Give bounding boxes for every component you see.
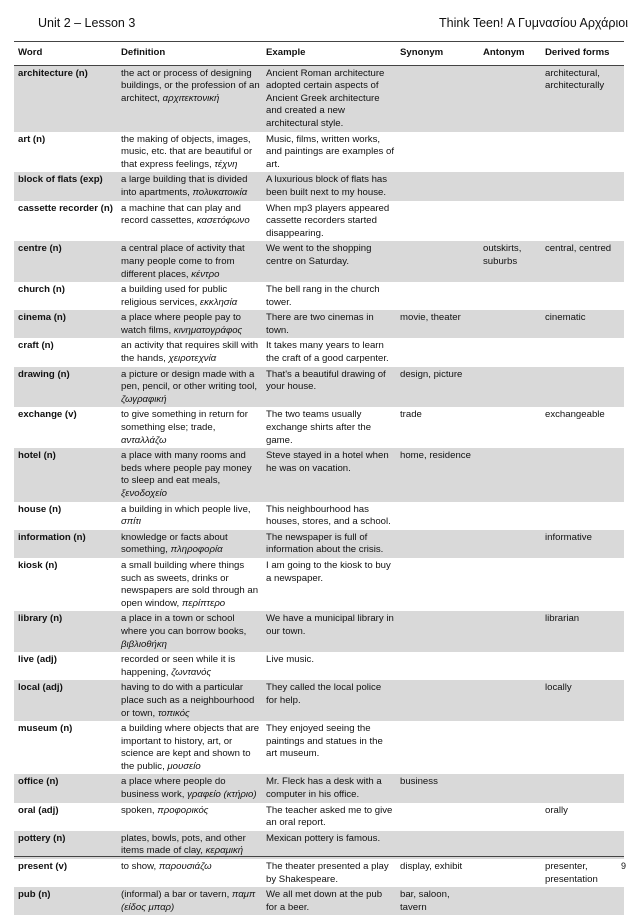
definition-text: a building used for public religious services, bbox=[121, 284, 228, 308]
definition-cell bbox=[117, 310, 262, 338]
synonym-cell: bar, saloon, tavern bbox=[396, 887, 479, 915]
table-row bbox=[14, 887, 624, 915]
definition-text: to give something in return for something else; trade, bbox=[121, 409, 248, 434]
table-row bbox=[14, 774, 624, 802]
word-cell: block of flats (exp) bbox=[14, 172, 117, 200]
derived-forms-cell bbox=[541, 338, 624, 366]
greek-translation: κασετόφωνο bbox=[196, 215, 250, 227]
definition-text: having to do with a particular place such as a neighbourhood or town, bbox=[121, 682, 255, 719]
example-cell: The teacher asked me to give an oral report. bbox=[266, 804, 393, 829]
definition-cell bbox=[117, 680, 262, 721]
definition-text: a place in a town or school where you can borrow books, bbox=[121, 613, 247, 637]
antonym-cell bbox=[479, 367, 541, 408]
table-row bbox=[14, 652, 624, 680]
derived-forms-cell bbox=[541, 721, 624, 774]
definition-text: a central place of activity that many people come to from different places, bbox=[121, 243, 245, 280]
antonym-cell bbox=[479, 172, 541, 200]
definition-cell bbox=[117, 502, 262, 530]
synonym-cell bbox=[396, 132, 479, 173]
derived-forms-cell bbox=[541, 887, 624, 915]
antonym-cell bbox=[479, 558, 541, 611]
example-cell: Mr. Fleck has a desk with a computer in his office. bbox=[262, 774, 396, 802]
table-row bbox=[14, 172, 624, 200]
example-cell: That's a beautiful drawing of your house. bbox=[262, 367, 396, 408]
synonym-cell: design, picture bbox=[396, 367, 479, 408]
table-row bbox=[14, 611, 624, 652]
derived-forms-cell bbox=[541, 652, 624, 680]
word-cell: present (v) bbox=[18, 861, 68, 873]
definition-cell bbox=[117, 831, 262, 859]
antonym-cell bbox=[479, 65, 541, 131]
derived-forms-cell bbox=[541, 132, 624, 173]
definition-text: spoken, bbox=[121, 804, 155, 816]
word-cell: house (n) bbox=[18, 503, 62, 515]
word-cell: cassette recorder (n) bbox=[18, 202, 113, 214]
definition-text: a picture or design made with a pen, pencil, or other writing tool, bbox=[121, 368, 257, 393]
definition-text: a machine that can play and record cassettes, bbox=[121, 202, 242, 227]
greek-translation: βιβλιοθήκη bbox=[121, 638, 167, 650]
greek-translation: πληροφορία bbox=[170, 544, 223, 556]
example-cell: A luxurious block of flats has been built next to my house. bbox=[262, 172, 396, 200]
synonym-cell: home, residence bbox=[396, 448, 479, 501]
synonym-cell: display, exhibit bbox=[400, 861, 463, 873]
greek-translation: σπίτι bbox=[121, 516, 142, 528]
greek-translation: ξενοδοχείο bbox=[121, 488, 167, 499]
table-row bbox=[14, 132, 624, 173]
table-body bbox=[14, 65, 624, 915]
definition-text: a large building that is divided into apartments, bbox=[121, 174, 248, 198]
greek-translation: ανταλλάζω bbox=[121, 434, 167, 446]
table-row bbox=[14, 201, 624, 242]
definition-cell bbox=[117, 774, 262, 802]
vocabulary-table bbox=[14, 41, 624, 915]
example-cell: There are two cinemas in town. bbox=[262, 310, 396, 338]
definition-text: (informal) a bar or tavern, bbox=[121, 889, 230, 901]
definition-cell bbox=[117, 558, 262, 611]
definition-cell bbox=[117, 282, 262, 310]
greek-translation: εκκλησία bbox=[199, 296, 238, 308]
definition-text: a place with many rooms and beds where people pay money to sleep and eat meals, bbox=[121, 450, 252, 487]
synonym-cell bbox=[396, 721, 479, 774]
derived-forms-cell bbox=[541, 774, 624, 802]
vocabulary-table-wrapper bbox=[14, 41, 624, 915]
antonym-cell bbox=[479, 310, 541, 338]
greek-translation: κεραμική bbox=[205, 845, 244, 857]
antonym-cell: outskirts, suburbs bbox=[479, 241, 541, 282]
definition-cell bbox=[117, 367, 262, 408]
derived-forms-cell: orally bbox=[545, 804, 568, 816]
antonym-cell bbox=[479, 201, 541, 242]
example-cell: Music, films, written works, and paintings are examples of art. bbox=[266, 133, 394, 170]
word-cell: exchange (v) bbox=[18, 409, 77, 421]
definition-text: a building in which people live, bbox=[121, 503, 251, 515]
definition-text: to show, bbox=[121, 861, 157, 873]
word-cell: cinema (n) bbox=[14, 310, 117, 338]
greek-translation: κέντρο bbox=[191, 268, 220, 280]
table-header-row bbox=[14, 42, 624, 66]
synonym-cell bbox=[396, 831, 479, 859]
antonym-cell bbox=[479, 132, 541, 173]
synonym-cell bbox=[396, 803, 479, 831]
antonym-cell bbox=[479, 530, 541, 558]
antonym-cell bbox=[479, 407, 541, 448]
antonym-cell bbox=[479, 652, 541, 680]
table-row bbox=[14, 310, 624, 338]
word-cell: library (n) bbox=[14, 611, 117, 652]
derived-forms-cell: presenter, presentation bbox=[545, 861, 598, 885]
antonym-cell bbox=[479, 887, 541, 915]
derived-forms-cell bbox=[541, 558, 624, 611]
word-cell: hotel (n) bbox=[14, 448, 117, 501]
antonym-cell bbox=[479, 611, 541, 652]
table-row bbox=[14, 721, 624, 774]
derived-forms-cell bbox=[541, 172, 624, 200]
derived-forms-cell bbox=[541, 502, 624, 530]
table-row bbox=[14, 831, 624, 859]
table-row bbox=[14, 680, 624, 721]
definition-text: plates, bowls, pots, and other items made of clay, bbox=[121, 832, 246, 857]
example-cell: We all met down at the pub for a beer. bbox=[262, 887, 396, 915]
greek-translation: παμπ (είδος μπαρ) bbox=[121, 889, 256, 913]
antonym-cell bbox=[479, 448, 541, 501]
antonym-cell bbox=[479, 282, 541, 310]
definition-cell bbox=[117, 652, 262, 680]
example-cell: When mp3 players appeared cassette recorders started disappearing. bbox=[266, 202, 390, 239]
greek-translation: παρουσιάζω bbox=[158, 861, 212, 873]
definition-cell bbox=[117, 611, 262, 652]
example-cell: Live music. bbox=[266, 654, 314, 666]
header-book-title: Think Teen! Α Γυμνασίου Αρχάριοι bbox=[439, 16, 628, 30]
greek-translation: προφορικός bbox=[157, 804, 209, 816]
antonym-cell bbox=[479, 502, 541, 530]
greek-translation: ζωγραφική bbox=[121, 393, 167, 405]
definition-cell bbox=[117, 172, 262, 200]
antonym-cell bbox=[479, 721, 541, 774]
word-cell: architecture (n) bbox=[14, 65, 117, 131]
derived-forms-cell bbox=[541, 282, 624, 310]
definition-cell bbox=[117, 407, 262, 448]
derived-forms-cell: locally bbox=[541, 680, 624, 721]
definition-cell bbox=[117, 65, 262, 131]
synonym-cell bbox=[396, 558, 479, 611]
table-row bbox=[14, 803, 624, 831]
derived-forms-cell bbox=[541, 448, 624, 501]
table-row bbox=[14, 448, 624, 501]
table-row bbox=[14, 65, 624, 131]
word-cell: information (n) bbox=[14, 530, 117, 558]
table-row bbox=[14, 502, 624, 530]
definition-cell bbox=[117, 338, 262, 366]
word-cell: live (adj) bbox=[18, 654, 57, 666]
antonym-cell bbox=[479, 803, 541, 831]
greek-translation: περίπτερο bbox=[181, 597, 226, 609]
table-row bbox=[14, 530, 624, 558]
definition-cell bbox=[117, 530, 262, 558]
definition-cell bbox=[117, 201, 262, 242]
synonym-cell bbox=[396, 241, 479, 282]
greek-translation: τέχνη bbox=[214, 158, 238, 170]
greek-translation: πολυκατοικία bbox=[192, 186, 248, 198]
word-cell: local (adj) bbox=[14, 680, 117, 721]
table-row bbox=[14, 367, 624, 408]
word-cell: centre (n) bbox=[14, 241, 117, 282]
table-row bbox=[14, 859, 624, 887]
table-bottom-rule bbox=[14, 856, 624, 857]
greek-translation: ζωντανός bbox=[171, 666, 212, 678]
synonym-cell bbox=[396, 282, 479, 310]
example-cell: They enjoyed seeing the paintings and statues in the art museum. bbox=[266, 723, 383, 760]
example-cell: Mexican pottery is famous. bbox=[262, 831, 396, 859]
example-cell: Ancient Roman architecture adopted certain aspects of Ancient Greek architecture and created a new architectural style. bbox=[262, 65, 396, 131]
derived-forms-cell: exchangeable bbox=[545, 409, 605, 421]
word-cell: pottery (n) bbox=[14, 831, 117, 859]
definition-cell bbox=[117, 241, 262, 282]
example-cell: This neighbourhood has houses, stores, and a school. bbox=[266, 503, 391, 528]
synonym-cell bbox=[396, 201, 479, 242]
derived-forms-cell: informative bbox=[541, 530, 624, 558]
table-row bbox=[14, 407, 624, 448]
example-cell: We have a municipal library in our town. bbox=[262, 611, 396, 652]
word-cell: craft (n) bbox=[18, 340, 54, 352]
antonym-cell bbox=[479, 859, 541, 887]
synonym-cell bbox=[396, 338, 479, 366]
example-cell: We went to the shopping centre on Saturday. bbox=[262, 241, 396, 282]
greek-translation: γραφείο (κτήριο) bbox=[187, 789, 257, 801]
antonym-cell bbox=[479, 338, 541, 366]
definition-text: recorded or seen while it is happening, bbox=[121, 654, 236, 678]
word-cell: art (n) bbox=[18, 133, 46, 145]
greek-translation: τοπικός bbox=[157, 707, 190, 719]
synonym-cell bbox=[396, 502, 479, 530]
word-cell: oral (adj) bbox=[18, 804, 59, 816]
derived-forms-cell: architectural, architecturally bbox=[541, 65, 624, 131]
example-cell: The theater presented a play by Shakespeare. bbox=[266, 861, 389, 885]
synonym-cell bbox=[396, 652, 479, 680]
table-row bbox=[14, 241, 624, 282]
column-header-synonym: Synonym bbox=[396, 42, 479, 66]
synonym-cell bbox=[396, 65, 479, 131]
definition-cell bbox=[117, 859, 262, 887]
definition-text: a place where people pay to watch films, bbox=[121, 312, 242, 336]
definition-text: a place where people do business work, bbox=[121, 776, 226, 801]
synonym-cell bbox=[396, 530, 479, 558]
column-header-example: Example bbox=[262, 42, 396, 66]
antonym-cell bbox=[479, 774, 541, 802]
table-row bbox=[14, 338, 624, 366]
definition-cell bbox=[117, 721, 262, 774]
derived-forms-cell: cinematic bbox=[541, 310, 624, 338]
synonym-cell: business bbox=[396, 774, 479, 802]
example-cell: The newspaper is full of information about the crisis. bbox=[262, 530, 396, 558]
definition-cell bbox=[117, 803, 262, 831]
definition-cell bbox=[117, 132, 262, 173]
word-cell: church (n) bbox=[18, 284, 65, 296]
synonym-cell bbox=[396, 611, 479, 652]
example-cell: It takes many years to learn the craft of a good carpenter. bbox=[266, 340, 389, 365]
word-cell: museum (n) bbox=[18, 723, 73, 735]
derived-forms-cell bbox=[541, 201, 624, 242]
definition-cell bbox=[117, 887, 262, 915]
definition-cell bbox=[117, 448, 262, 501]
example-cell: I am going to the kiosk to buy a newspaper. bbox=[266, 559, 391, 584]
table-row bbox=[14, 558, 624, 611]
derived-forms-cell bbox=[541, 831, 624, 859]
synonym-cell: trade bbox=[400, 409, 422, 421]
word-cell: office (n) bbox=[14, 774, 117, 802]
greek-translation: αρχιτεκτονική bbox=[162, 92, 220, 104]
synonym-cell bbox=[396, 172, 479, 200]
column-header-word: Word bbox=[14, 42, 117, 66]
column-header-antonym: Antonym bbox=[479, 42, 541, 66]
definition-text: a small building where things such as sweets, drinks or newspapers are sold through an open window, bbox=[121, 559, 259, 609]
example-cell: The bell rang in the church tower. bbox=[266, 284, 380, 308]
word-cell: pub (n) bbox=[14, 887, 117, 915]
greek-translation: κινηματογράφος bbox=[173, 324, 243, 336]
synonym-cell bbox=[396, 680, 479, 721]
antonym-cell bbox=[479, 831, 541, 859]
greek-translation: μουσείο bbox=[167, 760, 201, 772]
derived-forms-cell bbox=[541, 367, 624, 408]
example-cell: They called the local police for help. bbox=[262, 680, 396, 721]
antonym-cell bbox=[479, 680, 541, 721]
definition-text: a building where objects that are important to history, art, or science are kept and shown to the public, bbox=[121, 723, 260, 772]
word-cell: kiosk (n) bbox=[18, 559, 58, 571]
column-header-definition: Definition bbox=[117, 42, 262, 66]
example-cell: The two teams usually exchange shirts after the game. bbox=[266, 409, 372, 446]
word-cell: drawing (n) bbox=[14, 367, 117, 408]
derived-forms-cell: librarian bbox=[541, 611, 624, 652]
definition-text: an activity that requires skill with the hands, bbox=[121, 340, 259, 365]
column-header-derived-forms: Derived forms bbox=[541, 42, 624, 66]
synonym-cell: movie, theater bbox=[396, 310, 479, 338]
table-row bbox=[14, 282, 624, 310]
page-number: 9 bbox=[620, 861, 626, 871]
definition-text: the making of objects, images, music, etc. that are beautiful or that express feelings, bbox=[121, 133, 253, 170]
definition-text: the act or process of designing buildings, or the profession of an architect, bbox=[121, 67, 260, 104]
greek-translation: χειροτεχνία bbox=[168, 353, 217, 365]
definition-text: knowledge or facts about something, bbox=[121, 531, 228, 556]
example-cell: Steve stayed in a hotel when he was on vacation. bbox=[262, 448, 396, 501]
header-unit-lesson: Unit 2 – Lesson 3 bbox=[38, 16, 136, 30]
derived-forms-cell: central, centred bbox=[541, 241, 624, 282]
